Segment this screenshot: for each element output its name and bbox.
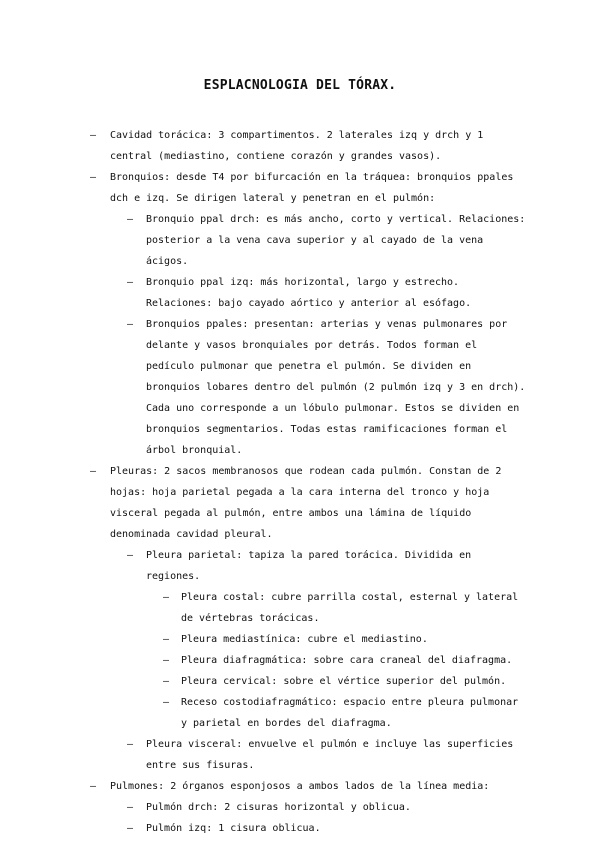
list-item (0, 545, 600, 587)
list-item-text: Pulmón drch: 2 cisuras horizontal y oblicua. (146, 802, 411, 813)
list-item-text: Receso costodiafragmático: espacio entre pleura pulmonar y parietal en bordes del diafragma. (181, 697, 519, 729)
list-item (0, 587, 600, 629)
bullet-dash: – (90, 172, 97, 183)
list-item (0, 461, 600, 545)
bullet-dash: – (163, 697, 170, 708)
bullet-dash: – (163, 655, 170, 666)
list-item (0, 629, 600, 650)
bullet-dash: – (163, 634, 170, 645)
bullet-dash: – (127, 277, 134, 288)
bullet-dash: – (90, 466, 97, 477)
list-item (0, 692, 600, 734)
bullet-dash: – (163, 676, 170, 687)
bullet-dash: – (127, 319, 134, 330)
bullet-dash: – (163, 592, 170, 603)
list-item (0, 797, 600, 818)
list-item-text: Pleura diafragmática: sobre cara craneal del diafragma. (181, 655, 513, 666)
list-item (0, 776, 600, 797)
list-item-text: Bronquios: desde T4 por bifurcación en la tráquea: bronquios ppales dch e izq. Se dirigen lateral y penetran en el pulmón: (110, 172, 514, 204)
list-item-text: Bronquio ppal izq: más horizontal, largo y estrecho. Relaciones: bajo cayado aórtico y anterior al esófago. (146, 277, 472, 309)
list-item-text: Pleura cervical: sobre el vértice superior del pulmón. (181, 676, 507, 687)
list-item-text: Pleura parietal: tapiza la pared torácica. Dividida en regiones. (146, 550, 472, 582)
list-item (0, 167, 600, 209)
list-item (0, 818, 600, 839)
list-item (0, 671, 600, 692)
bullet-dash: – (90, 781, 97, 792)
list-item (0, 125, 600, 167)
document-body (0, 125, 600, 839)
bullet-dash: – (127, 739, 134, 750)
list-item-text: Pulmones: 2 órganos esponjosos a ambos lados de la línea media: (110, 781, 490, 792)
document-title: ESPLACNOLOGIA DEL TÓRAX. (203, 78, 397, 93)
bullet-dash: – (90, 130, 97, 141)
list-item-text: Pleura costal: cubre parrilla costal, esternal y lateral de vértebras torácicas. (181, 592, 519, 624)
list-item (0, 650, 600, 671)
bullet-dash: – (127, 823, 134, 834)
bullet-dash: – (127, 214, 134, 225)
list-item-text: Pleura visceral: envuelve el pulmón e incluye las superficies entre sus fisuras. (146, 739, 514, 771)
list-item-text: Cavidad torácica: 3 compartimentos. 2 laterales izq y drch y 1 central (mediastino, contiene corazón y grandes vasos). (110, 130, 484, 162)
list-item-text: Pulmón izq: 1 cisura oblicua. (146, 823, 321, 834)
list-item-text: Bronquio ppal drch: es más ancho, corto y vertical. Relaciones: posterior a la vena cava superior y al cayado de la vena ácigos. (146, 214, 526, 267)
bullet-dash: – (127, 550, 134, 561)
list-item (0, 209, 600, 272)
list-item-text: Pleura mediastínica: cubre el mediastino. (181, 634, 428, 645)
list-item (0, 734, 600, 776)
list-item (0, 314, 600, 461)
list-item (0, 272, 600, 314)
bullet-dash: – (127, 802, 134, 813)
list-item-text: Pleuras: 2 sacos membranosos que rodean cada pulmón. Constan de 2 hojas: hoja parietal pegada a la cara interna del tronco y hoja visceral pegada al pulmón, entre ambos una lámina de líquido denominada cavidad pleural. (110, 466, 502, 540)
list-item-text: Bronquios ppales: presentan: arterias y venas pulmonares por delante y vasos bronquiales por detrás. Todos forman el pedículo pulmonar que penetra el pulmón. Se dividen en bronquios lobares dentro del pulmón (2 pulmón izq y 3 en drch). Cada uno corresponde a un lóbulo pulmonar. Estos se dividen en bronquios segmentarios. Todas estas ramificaciones forman el árbol bronquial. (146, 319, 526, 456)
